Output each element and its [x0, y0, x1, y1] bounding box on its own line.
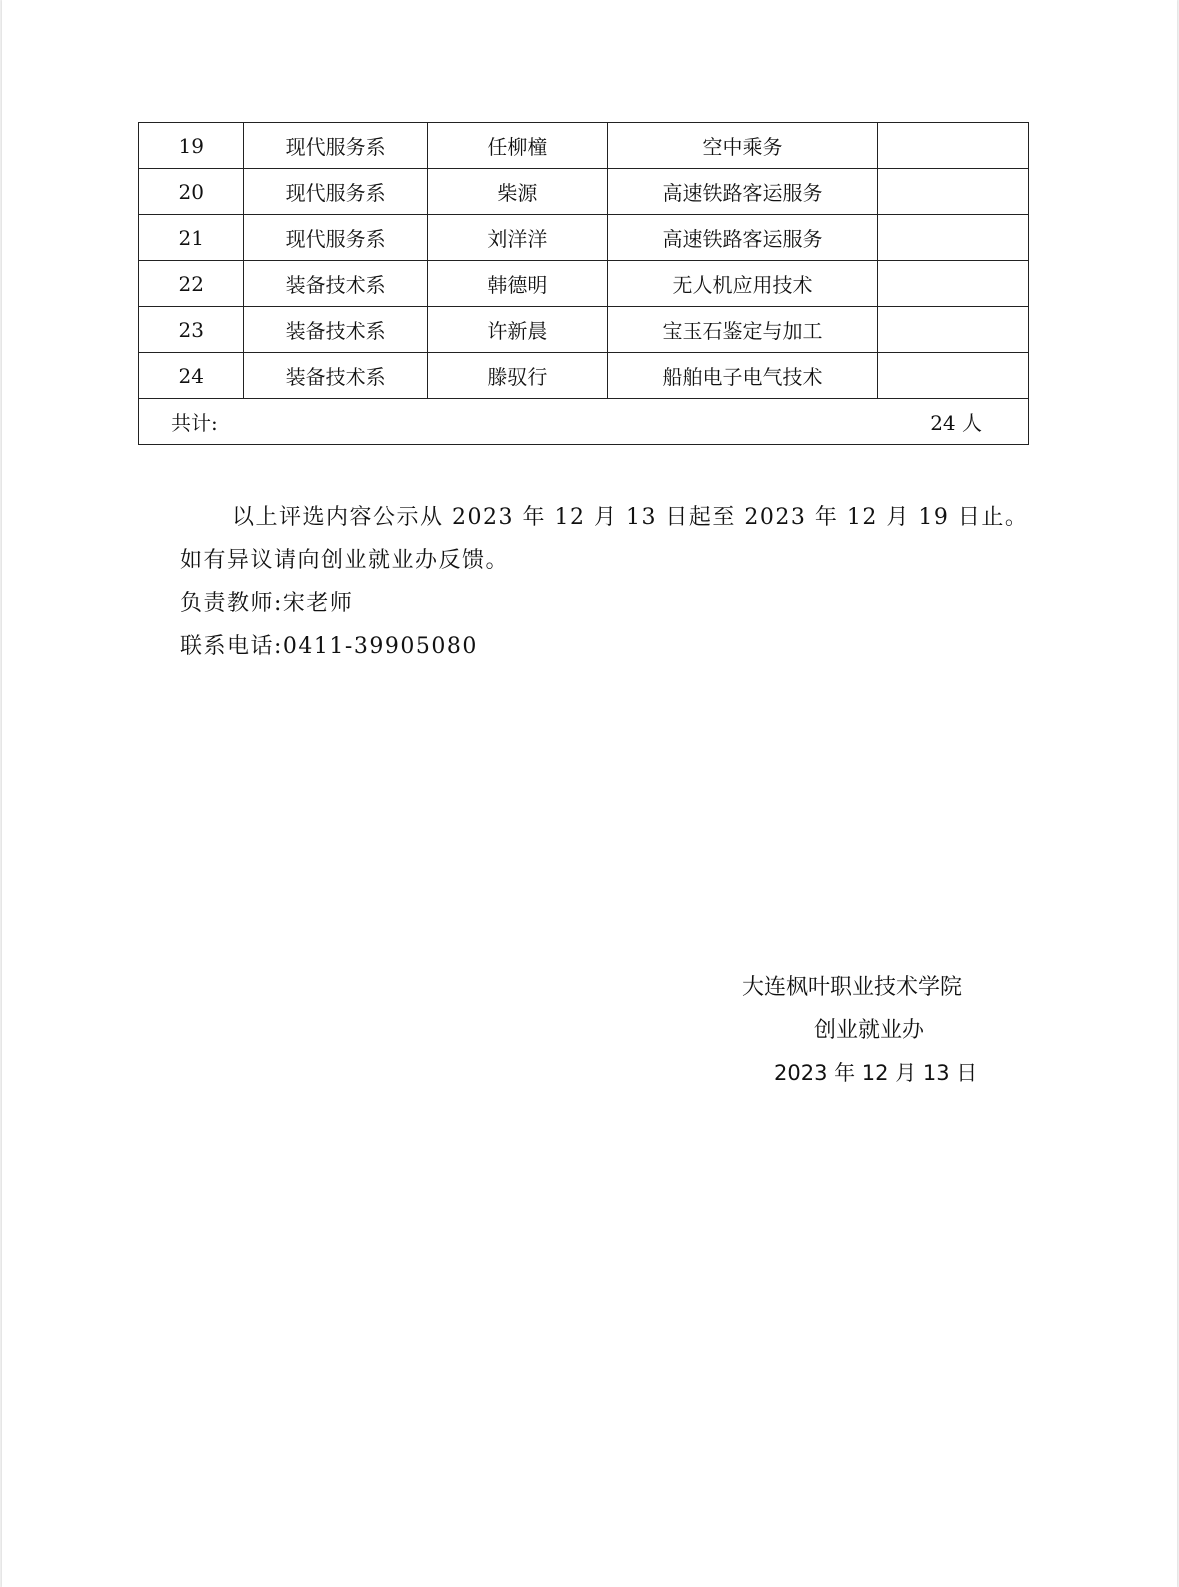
signoff-block	[702, 966, 1012, 1095]
table-row	[139, 307, 1029, 353]
major-cell: 船舶电子电气技术	[607, 353, 877, 399]
remarks-cell	[878, 215, 1029, 261]
table-row	[139, 169, 1029, 215]
remarks-cell	[878, 261, 1029, 307]
table-row	[139, 261, 1029, 307]
department-cell: 现代服务系	[244, 215, 427, 261]
total-row	[139, 399, 1029, 445]
student-name-cell: 柴源	[427, 169, 607, 215]
student-name-cell: 滕驭行	[427, 353, 607, 399]
table-row	[139, 353, 1029, 399]
major-cell: 高速铁路客运服务	[607, 215, 877, 261]
remarks-cell	[878, 353, 1029, 399]
total-value: 24 人	[930, 411, 982, 435]
department-cell: 装备技术系	[244, 307, 427, 353]
major-cell: 空中乘务	[607, 123, 877, 169]
student-name-cell: 许新晨	[427, 307, 607, 353]
contact-phone-text: 联系电话:0411-39905080	[180, 634, 478, 659]
row-number-cell: 20	[139, 169, 244, 215]
table-row	[139, 123, 1029, 169]
total-label: 共计:	[171, 411, 218, 435]
student-name-cell: 任柳橦	[427, 123, 607, 169]
signoff-date: 2023 年 12 月 13 日	[774, 1061, 978, 1085]
remarks-cell	[878, 169, 1029, 215]
notice-feedback-text: 如有异议请向创业就业办反馈。	[180, 548, 510, 573]
row-number-cell: 21	[139, 215, 244, 261]
major-cell: 无人机应用技术	[607, 261, 877, 307]
row-number-cell: 22	[139, 261, 244, 307]
department-cell: 现代服务系	[244, 123, 427, 169]
remarks-cell	[878, 123, 1029, 169]
row-number-cell: 24	[139, 353, 244, 399]
total-cell	[139, 399, 1029, 445]
roster-body	[139, 123, 1029, 445]
department-cell: 装备技术系	[244, 353, 427, 399]
table-row	[139, 215, 1029, 261]
document-page	[2, 0, 1177, 1587]
remarks-cell	[878, 307, 1029, 353]
major-cell: 宝玉石鉴定与加工	[607, 307, 877, 353]
notice-block	[180, 496, 1060, 668]
major-cell: 高速铁路客运服务	[607, 169, 877, 215]
row-number-cell: 19	[139, 123, 244, 169]
student-name-cell: 韩德明	[427, 261, 607, 307]
responsible-teacher-text: 负责教师:宋老师	[180, 591, 354, 616]
award-roster-table	[138, 122, 1029, 445]
student-name-cell: 刘洋洋	[427, 215, 607, 261]
department-cell: 现代服务系	[244, 169, 427, 215]
notice-period-text: 以上评选内容公示从 2023 年 12 月 13 日起至 2023 年 12 月 19 日止。	[232, 505, 1029, 530]
signoff-office: 创业就业办	[814, 1018, 925, 1043]
department-cell: 装备技术系	[244, 261, 427, 307]
signoff-organization: 大连枫叶职业技术学院	[742, 975, 963, 1000]
row-number-cell: 23	[139, 307, 244, 353]
